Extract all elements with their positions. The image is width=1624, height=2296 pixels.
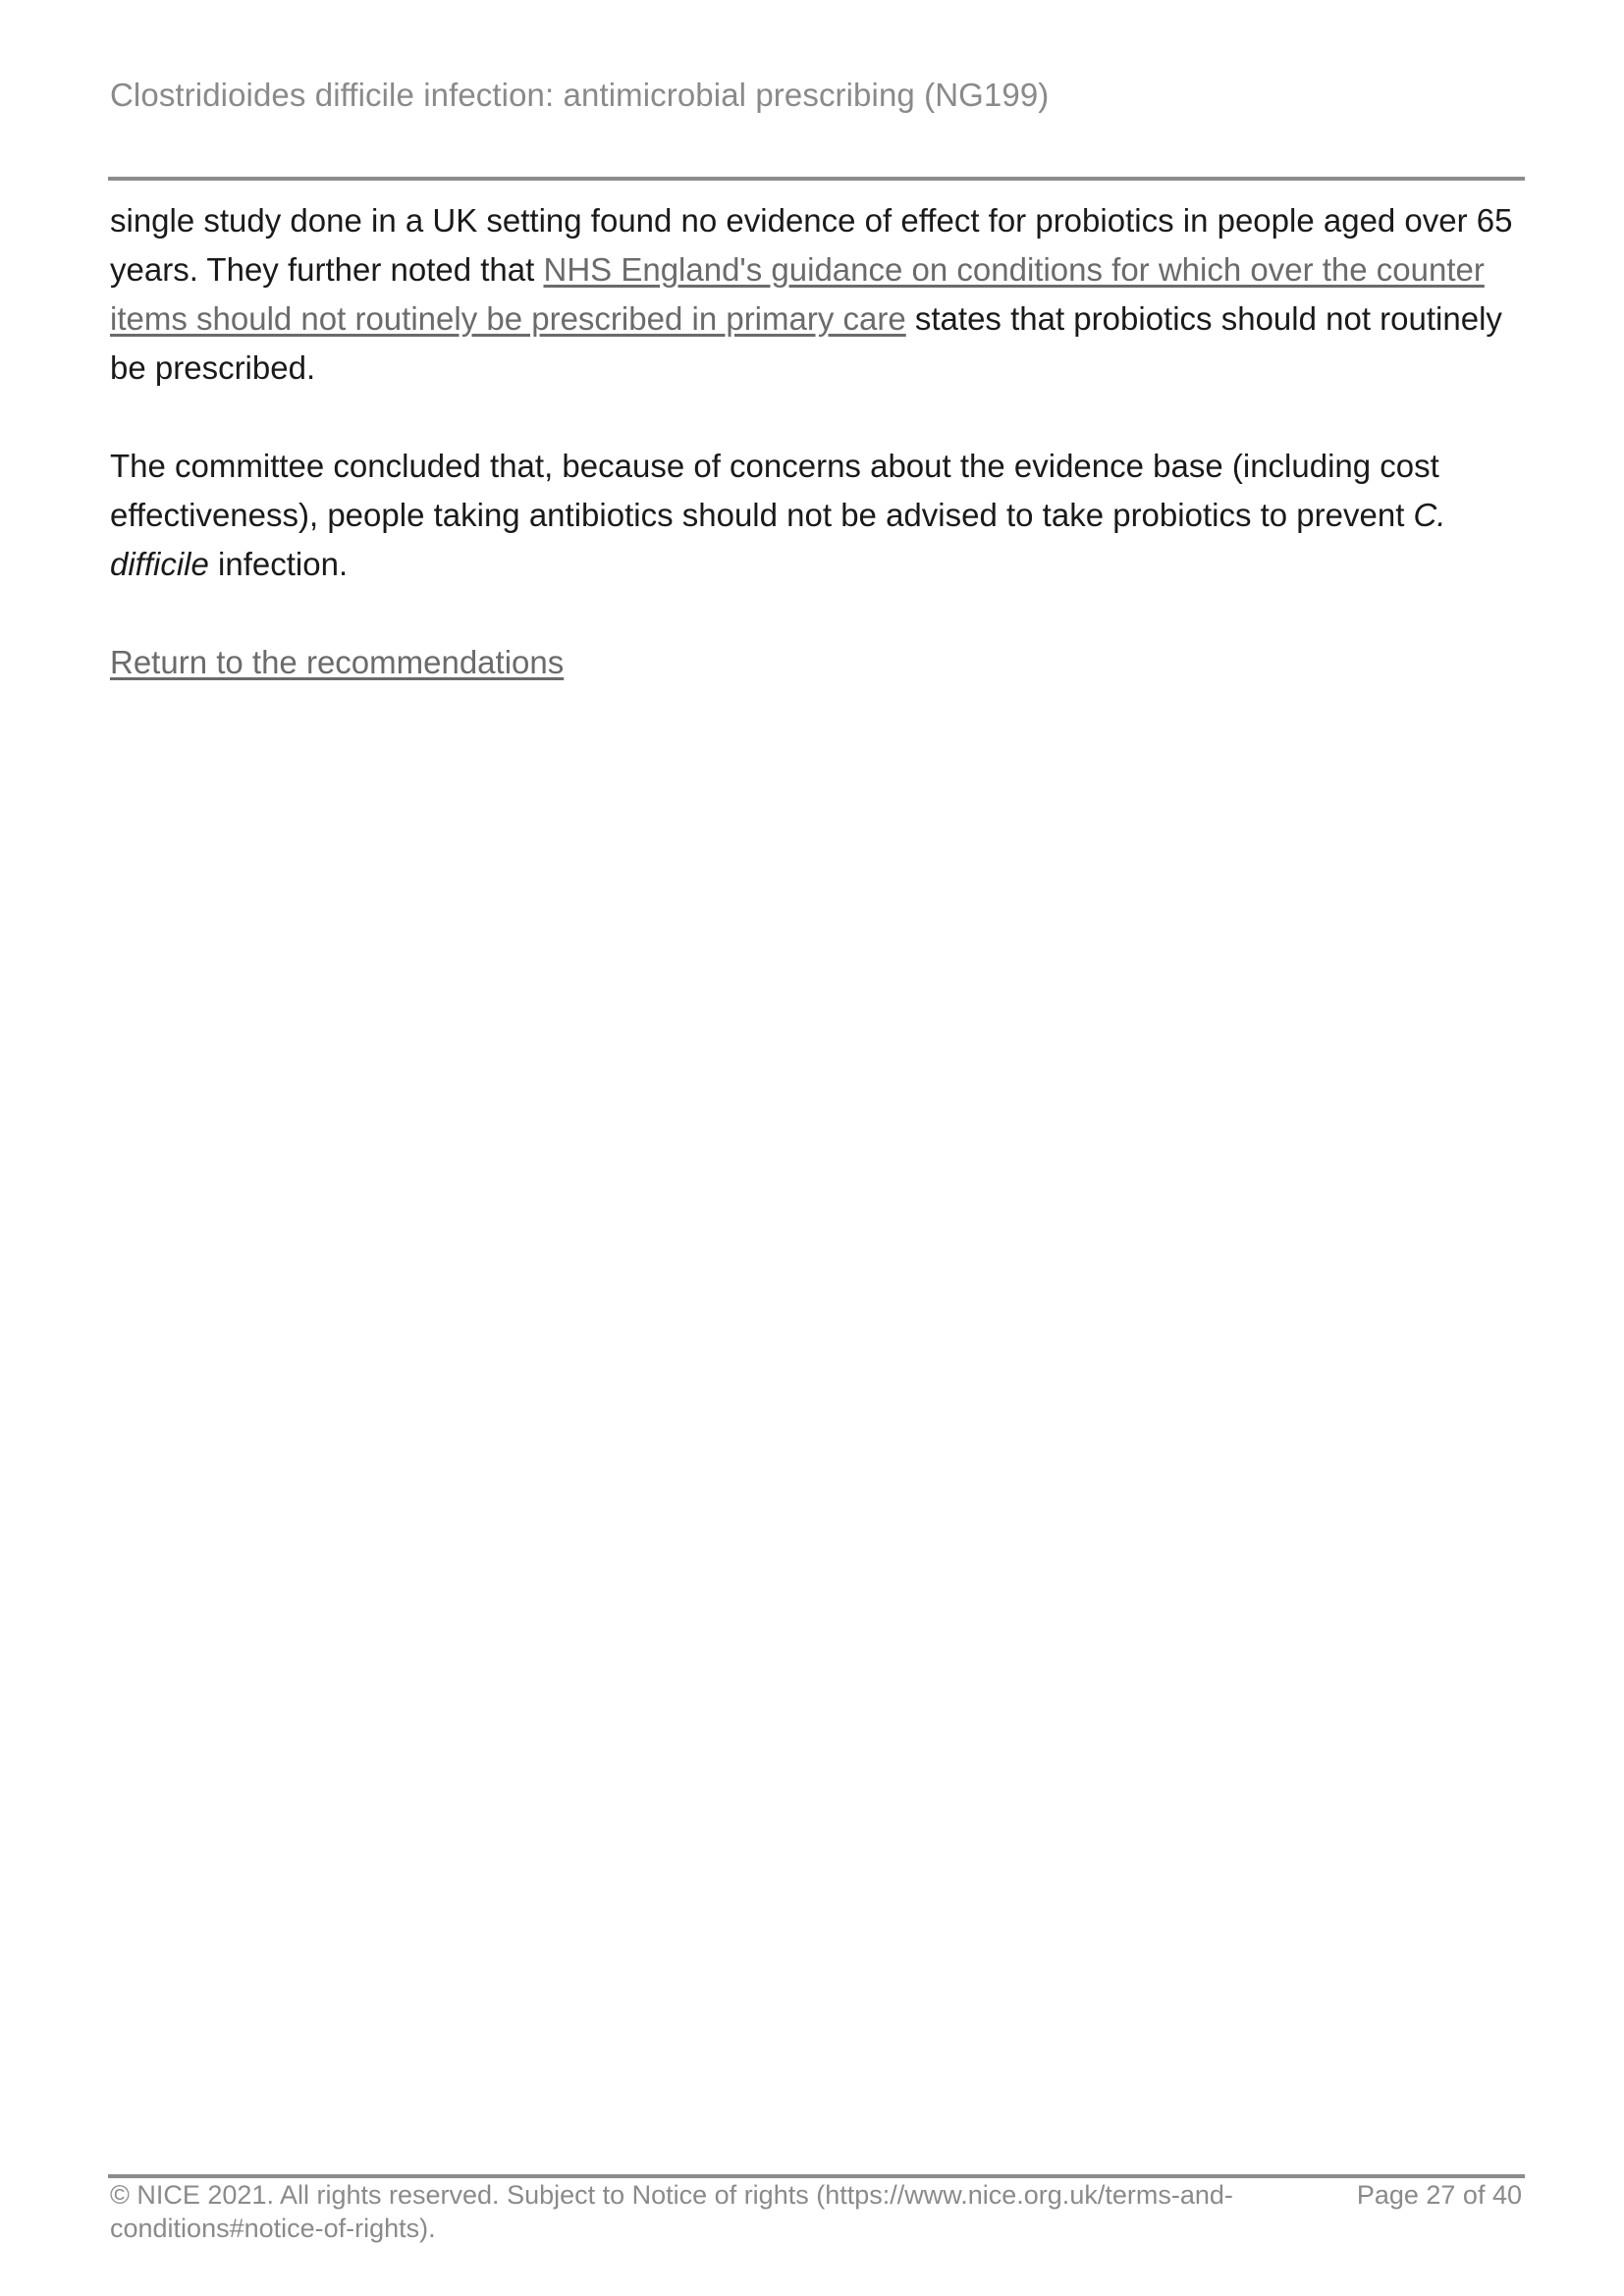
- page-number: Page 27 of 40: [1356, 2180, 1522, 2210]
- document-body: [110, 196, 1526, 736]
- paragraph-text: single study done in a UK setting found no evidence of effect for probiotics in people aged over 65 years. They further noted that: [110, 202, 1513, 288]
- paragraph-probiotics-evidence: [110, 196, 1526, 393]
- nhs-england-guidance-link[interactable]: NHS England's guidance on conditions for which over the counter items should not routinely be prescribed in primary care: [110, 251, 1485, 337]
- return-to-recommendations-link[interactable]: Return to the recommendations: [110, 644, 565, 680]
- paragraph-committee-conclusion: [110, 442, 1526, 589]
- document-header-title: Clostridioides difficile infection: antimicrobial prescribing (NG199): [110, 77, 1050, 113]
- paragraph-text: states that probiotics should not routinely be prescribed.: [110, 300, 1502, 386]
- organism-name: C. difficile: [110, 497, 1446, 582]
- return-paragraph: [110, 638, 1526, 687]
- paragraph-text: infection.: [208, 546, 349, 582]
- paragraph-text: The committee concluded that, because of concerns about the evidence base (including cost effectiveness), people taking antibiotics should not be advised to take probiotics to prevent: [110, 448, 1439, 533]
- footer-copyright: © NICE 2021. All rights reserved. Subject to Notice of rights (https://www.nice.org.uk/terms-and-conditions#notice-of-rights).: [110, 2180, 1233, 2243]
- header-divider: [108, 177, 1525, 181]
